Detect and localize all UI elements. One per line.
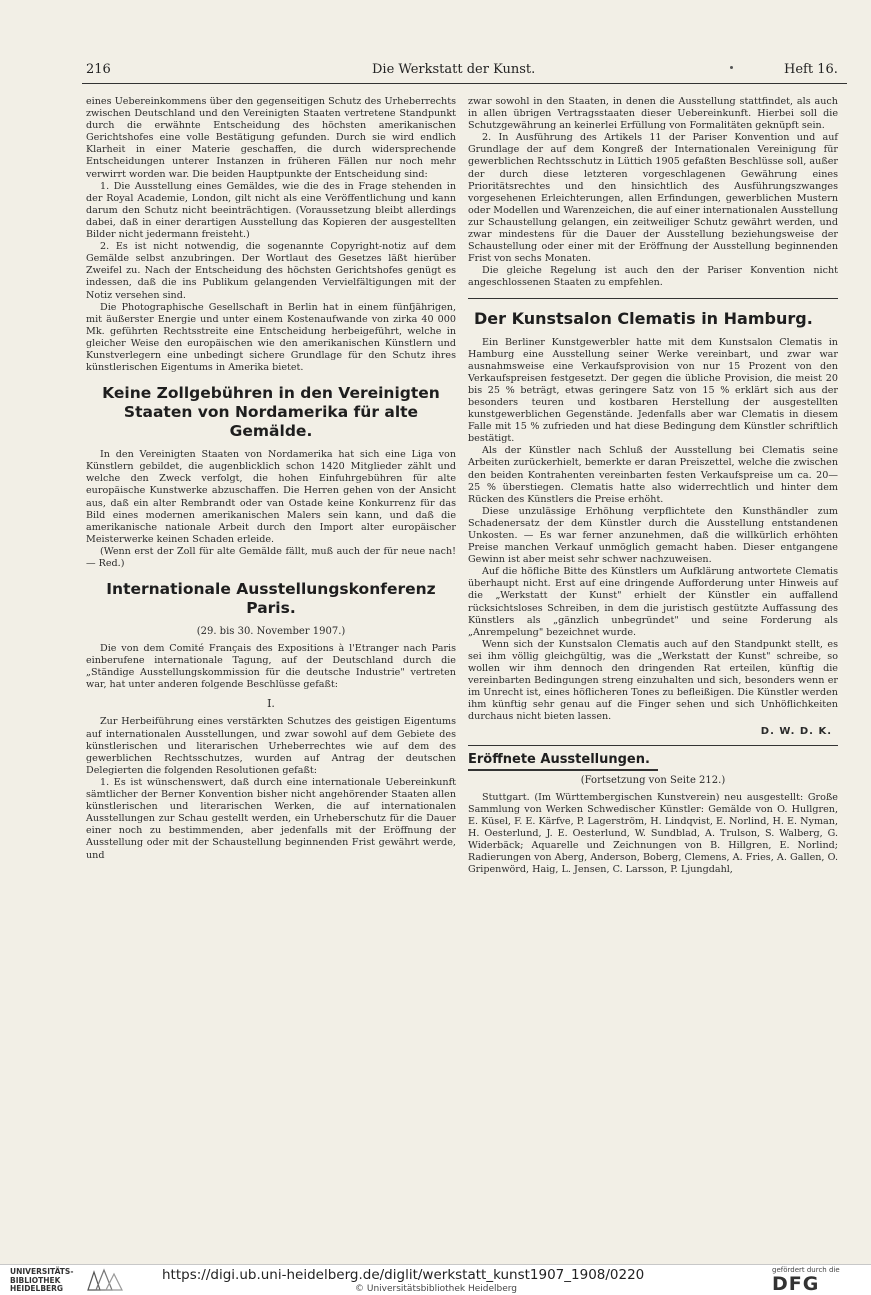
point-1: 1. Die Ausstellung eines Gemäldes, wie die des in Frage stehenden in der Royal Academie, London, gilt nicht als eine Veröffentlichung und kann darum den Schutz nicht beeinträchtigen. (Voraussetzung bleibt allerdings dabei, daß in einer derartigen Ausstellung das Kopieren der ausgestellten Bilder nicht jedermann freisteht.): [86, 180, 456, 241]
issue-label: Heft 16.: [784, 62, 838, 77]
right-column: [468, 96, 838, 876]
point-2: 2. Es ist nicht notwendig, die sogenannte Copyright-notiz auf dem Gemälde selbst anzubringen. Der Wortlaut des Gesetzes läßt hierüber Zweifel zu. Nach der Entscheidung des höchsten Gerichtshofes genügt es indessen, daß die ins Publikum gelangenden Vervielfältigungen mit der Notiz versehen sind.: [86, 241, 456, 301]
funding-caption: gefördert durch die: [772, 1266, 840, 1274]
zoll-paragraph: In den Vereinigten Staaten von Nordamerika hat sich eine Liga von Künstlern gebildet, die augenblicklich schon 1420 Mitglieder zählt und welche den Zweck verfolgt, die hohen Einfuhrgebühren für alte europäische Kunstwerke abzuschaffen. Die Herren gehen von der Ansicht aus, daß ein alter Rembrandt oder van Ostade keine Konkurrenz für das Bild eines modernen amerikanischen Malers sein kann, und daß die amerikanische nationale Arbeit durch den Import alter europäischer Meisterwerke keinen Schaden erleide.: [86, 449, 456, 545]
library-seal-icon: [84, 1268, 128, 1292]
heading-zollgebuehren: Keine Zollgebühren in den Vereinigten Staaten von Nordamerika für alte Gemälde.: [102, 384, 440, 441]
copyright-notice: © Universitätsbibliothek Heidelberg: [355, 1284, 518, 1294]
section-rule-2: [468, 745, 838, 746]
document-url-link[interactable]: https://digi.ub.uni-heidelberg.de/diglit/werkstatt_kunst1907_1908/0220: [162, 1267, 645, 1283]
signature: D. W. D. K.: [760, 725, 832, 737]
library-line-3: HEIDELBERG: [10, 1284, 64, 1293]
continued-from: (Fortsetzung von Seite 212.): [580, 774, 726, 786]
heading-eroeffnete: Eröffnete Ausstellungen.: [468, 751, 650, 767]
section-rule: [468, 298, 838, 299]
clematis-paragraph-4: Auf die höfliche Bitte des Künstlers um Aufklärung antwortete Clematis überhaupt nicht. Erst auf eine dringende Aufforderung unter Hinweis auf die „Werkstatt der Kunst" erhielt der Künstler ein auffallend rücksichtsloses Schreiben, in dem die juristisch gestützte Auffassung des Künstlers als „gänzlich unbegründet" und seine Forderung als „Anrempelung" bezeichnet wurde.: [468, 566, 838, 638]
konferenz-date: (29. bis 30. November 1907.): [196, 626, 346, 638]
page-number: 216: [86, 62, 111, 77]
resolution-intro: Zur Herbeiführung eines verstärkten Schutzes des geistigen Eigentums auf internationalen Ausstellungen, und zwar sowohl auf dem Gebiete des künstlerischen und literarischen Urheberrechtes wie auf dem des gewerblichen Rechtsschutzes, wurden auf Antrag der deutschen Delegierten die folgenden Resolutionen gefaßt:: [86, 716, 456, 776]
header-rule: [82, 83, 847, 84]
left-column: [86, 96, 456, 862]
clematis-paragraph-2: Als der Künstler nach Schluß der Ausstellung bei Clematis seine Arbeiten zurückerhielt, bemerkte er daran Preiszettel, welche die zwischen den beiden Kontrahenten vereinbarten festen Verkaufspreise um ca. 20—25 % überstiegen. Clematis hatte also widerrechtlich und hinter dem Rücken des Künstlers die Preise erhöht.: [468, 445, 838, 505]
clematis-paragraph-5: Wenn sich der Kunstsalon Clematis auch auf den Standpunkt stellt, es sei ihm völlig gleichgültig, was die „Werkstatt der Kunst" schreibe, so wollen wir ihm dennoch den dringenden Rat erteilen, künftig die vereinbarten Bedingungen streng einzuhalten und sich, besonders wenn er im Unrecht ist, eines höflicheren Tones zu befleißigen. Die Künstler werden ihm künftig sehr genau auf die Finger sehen und sich Unhöflichkeiten durchaus nicht bieten lassen.: [468, 638, 838, 723]
heading-clematis: Der Kunstsalon Clematis in Hamburg.: [474, 308, 813, 328]
stuttgart-paragraph: Stuttgart. (Im Württembergischen Kunstverein) neu ausgestellt: Große Sammlung von Werken Schwedischer Künstler: Gemälde von O. Hullgren, E. Küsel, F. E. Kärfve, P. Lagerström, H. Lindqvist, E. Norlind, H. E. Nyman, H. Oesterlund, J. E. Oesterlund, W. Sundblad, A. Trulson, S. Walberg, G. Widerbäck; Aquarelle und Zeichnungen von B. Hillgren, E. Norlind; Radierungen von Aberg, Anderson, Boberg, Clemens, A. Fries, A. Gallen, O. Gripenwörd, Haig, L. Jensen, C. Larsson, P. Ljungdahl,: [468, 791, 838, 876]
library-line-2: BIBLIOTHEK: [10, 1275, 61, 1285]
heading-konferenz: Internationale Ausstellungskonferenz Paris.: [106, 580, 436, 618]
running-title: Die Werkstatt der Kunst.: [372, 62, 536, 77]
clematis-paragraph-3: Diese unzulässige Erhöhung verpflichtete den Kunsthändler zum Schadenersatz der dem Künstler durch die Ausstellung entstandenen Unkosten. — Es war ferner anzunehmen, daß die willkürlich erhöhten Preise manchen Verkauf unmöglich gemacht haben. Dieser entgangene Gewinn ist aber meist sehr schwer nachzuweisen.: [468, 505, 838, 566]
resolution-2: 2. In Ausführung des Artikels 11 der Pariser Konvention und auf Grundlage der auf dem Kongreß der Internationalen Vereinigung für gewerblichen Rechtsschutz in Lüttich 1905 gefaßten Beschlüsse soll, außer der durch diese letzteren vorgeschlagenen Gewährung eines Prioritätsrechtes und den hinsichtlich des Ausführungszwanges vorgesehenen Erleichterungen, allen Erfindungen, gewerblichen Mustern oder Modellen und Warenzeichen, die auf einer internationalen Ausstellung zur Schaustellung gelangen, ein zeitweiliger Schutz gewährt werden, und zwar mindestens für die Dauer der Ausstellung beziehungsweise der Schaustellung oder einer mit der Eröffnung der Ausstellung beginnenden Frist von sechs Monaten.: [468, 132, 838, 265]
resolution-1: 1. Es ist wünschenswert, daß durch eine internationale Uebereinkunft sämtlicher der Berner Konvention bisher nicht angehörender Staaten allen künstlerischen und literarischen Werken, die auf internationalen Ausstellungen zur Schau gestellt werden, ein Urheberschutz für die Dauer einer noch zu bestimmenden, aber jedenfalls mit der Eröffnung der Ausstellung oder mit der Schaustellung beginnenden Frist gewährt werde, und: [86, 776, 456, 861]
library-line-1: UNIVERSITÄTS-: [10, 1267, 74, 1276]
dfg-logo: DFG: [772, 1273, 820, 1295]
konferenz-paragraph: Die von dem Comité Français des Expositions à l'Etranger nach Paris einberufene internationale Tagung, auf der Deutschland durch die „Ständige Ausstellungskommission für die deutsche Industrie" vertreten war, hat unter anderen folgende Beschlüsse gefaßt:: [86, 643, 456, 691]
continuation-paragraph: zwar sowohl in den Staaten, in denen die Ausstellung stattfindet, als auch in allen übrigen Vertragsstaaten dieser Uebereinkunft. Hierbei soll die Schutzgewährung an keinerlei Erfüllung von Formalitäten geknüpft sein.: [468, 96, 838, 132]
photo-paragraph: Die Photographische Gesellschaft in Berlin hat in einem fünfjährigen, mit äußerster Energie und unter einem Kostenaufwande von zirka 40 000 Mk. geführten Rechtsstreite eine Entscheidung herbeigeführt, welche in gleicher Weise den europäischen wie den amerikanischen Künstlern und Kunstverlegern eine unbedingt sichere Grundlage für den Schutz ihres künstlerischen Eigentums in Amerika bietet.: [86, 301, 456, 374]
section-numeral: I.: [267, 697, 275, 711]
header-dot: [730, 66, 733, 69]
resolution-note: Die gleiche Regelung ist auch den der Pariser Konvention nicht angeschlossenen Staaten zu empfehlen.: [468, 265, 838, 289]
clematis-paragraph-1: Ein Berliner Kunstgewerbler hatte mit dem Kunstsalon Clematis in Hamburg eine Ausstellung seiner Werke vereinbart, und zwar war ausnahmsweise eine Verkaufsprovision von nur 15 Prozent von den Verkaufspreisen festgesetzt. Der gegen die übliche Provision, die meist 20 bis 25 % beträgt, etwas geringere Satz von 15 % erklärt sich aus der besonders teuren und kostbaren Herstellung der ausgestellten kunstgewerblichen Gegenstände. Jedenfalls aber war Clematis in diesem Falle mit 15 % zufrieden und hat diese Bedingung dem Künstler schriftlich bestätigt.: [468, 336, 838, 445]
library-name: [10, 1268, 73, 1294]
heading-underline: [468, 769, 658, 771]
zoll-note: (Wenn erst der Zoll für alte Gemälde fällt, muß auch der für neue nach! — Red.): [86, 545, 456, 569]
intro-paragraph: eines Uebereinkommens über den gegenseitigen Schutz des Urheberrechts zwischen Deutschland und den Vereinigten Staaten vertretene Standpunkt durch die erwähnte Entscheidung des höchsten amerikanischen Gerichtshofes eine volle Bestätigung gefunden. Durch sie wird endlich Klarheit in einer Materie geschaffen, die durch widersprechende Entscheidungen unterer Instanzen in früheren Fällen nur noch mehr verwirrt worden war. Die beiden Hauptpunkte der Entscheidung sind:: [86, 96, 456, 180]
